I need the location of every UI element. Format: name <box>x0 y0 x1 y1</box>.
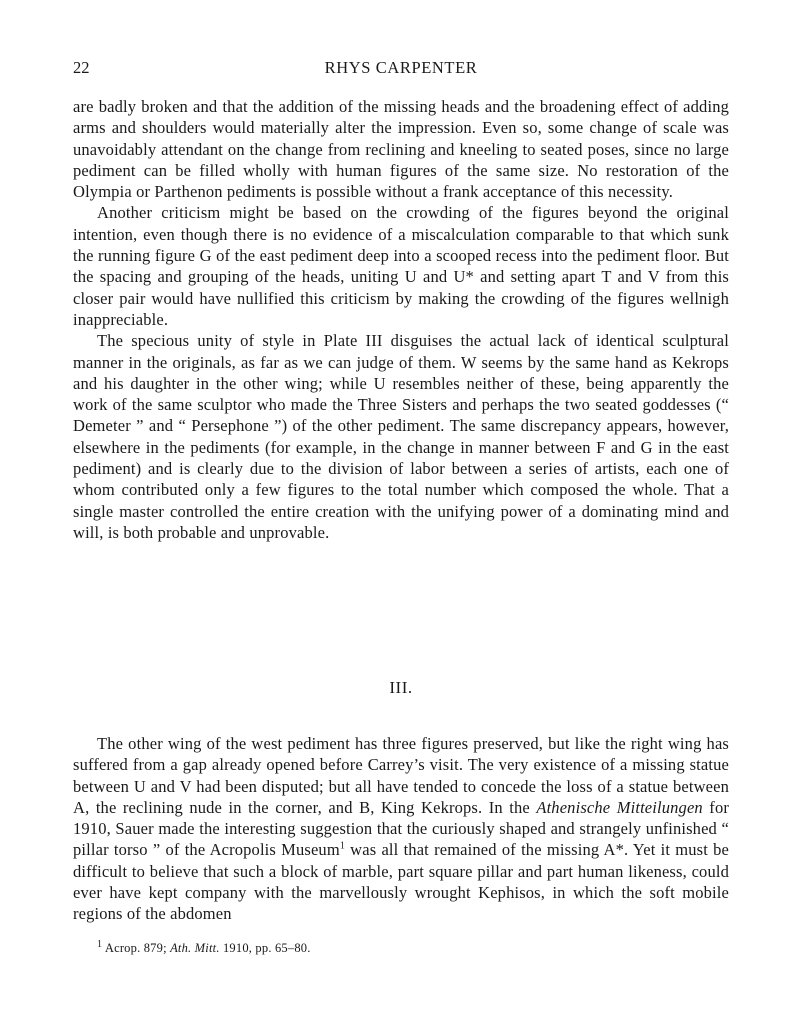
section-heading: III. <box>389 678 413 697</box>
section-body <box>73 733 729 925</box>
footnote-text: Acrop. 879; <box>102 941 171 955</box>
page-header <box>73 58 729 86</box>
body-text <box>73 96 729 543</box>
paragraph-text: The other wing of the west pediment has three figures preserved, but like the right wing has suffered from a gap already opened before Carrey’s visit. The very existence of a missing statue between U and V had been disputed; but all have tended to concede the loss of a statue between A, the reclining nude in the corner, and B, King Kekrops. In the <box>73 734 729 817</box>
paragraph-text: for 1910, Sauer made the interesting suggestion that the curiously shaped and strangely unfinished “ pillar torso ” of the Acropolis Museum <box>73 797 729 860</box>
footnote-text: 1910, pp. 65–80. <box>219 941 311 955</box>
paragraph-text: was all that remained of the missing A*. Yet it must be difficult to believe that such a block of marble, part square pillar and part human likeness, could ever have kept company with the marvellously wrought Kephisos, in which the soft mobile regions of the abdomen <box>73 840 729 924</box>
footnote <box>97 938 717 956</box>
paragraph: The specious unity of style in Plate III disguises the actual lack of identical sculptural manner in the originals, as far as we can judge of them. W seems by the same hand as Kekrops and his daughter in the other wing; while U resembles neither of these, being apparently the work of the same sculptor who made the Three Sisters and perhaps the two seated goddesses (“ Demeter ” and “ Persephone ”) of the other pediment. The same discrepancy appears, however, elsewhere in the pediments (for example, in the change in manner between F and G in the east pediment) and is clearly due to the division of labor between a series of artists, each one of whom contributed only a few figures to the total number which composed the whole. That a single master controlled the entire creation with the unifying power of a dominating mind and will, is both probable and unprovable. <box>73 331 729 542</box>
footnote-journal: Ath. Mitt. <box>170 941 220 955</box>
footnote-reference: 1 <box>339 840 345 852</box>
paragraph: Another criticism might be based on the crowding of the figures beyond the original intention, even though there is no evidence of a miscalculation comparable to that which sunk the running figure G of the east pediment deep into a scooped recess into the pediment floor. But the spacing and grouping of the heads, uniting U and U* and setting apart T and V from this closer pair would have nullified this criticism by making the crowding of the figures wellnigh inappreciable. <box>73 203 729 329</box>
journal-title: Athenische Mitteilungen <box>536 797 703 817</box>
page-number: 22 <box>73 58 90 77</box>
running-head: RHYS CARPENTER <box>324 58 478 77</box>
paragraph <box>73 733 729 925</box>
paragraph: are badly broken and that the addition of the missing heads and the broadening effect of adding arms and shoulders would materially alter the impression. Even so, some change of scale was unavoidably attendant on the change from reclining and kneeling to seated poses, since no large pediment can be filled wholly with human figures of the same size. No restoration of the Olympia or Parthenon pediments is possible without a frank acceptance of this necessity. <box>73 97 729 202</box>
footnote-marker: 1 <box>97 938 103 950</box>
